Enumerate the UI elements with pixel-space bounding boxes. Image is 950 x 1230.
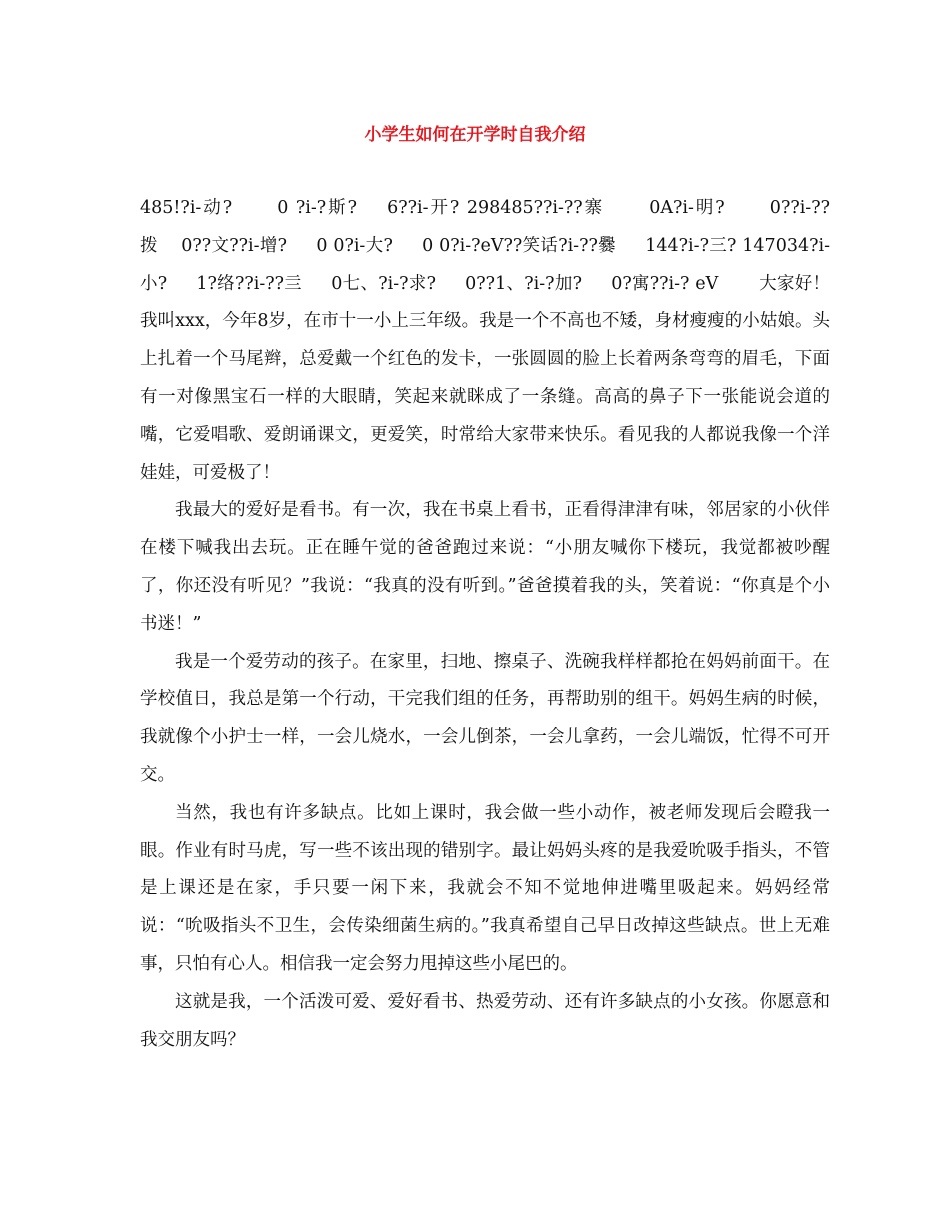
document-body bbox=[140, 190, 830, 1059]
paragraph-shortcomings: 当然，我也有许多缺点。比如上课时，我会做一些小动作，被老师发现后会瞪我一眼。作业有时马虎，写一些不该出现的错别字。最让妈妈头疼的是我爱吮吸手指头，不管是上课还是在家，手只要一闲下来，我就会不知不觉地伸进嘴里吸起来。妈妈经常说：“吮吸指头不卫生，会传染细菌生病的。”我真希望自己早日改掉这些缺点。世上无难事，只怕有心人。相信我一定会努力甩掉这些小尾巴的。 bbox=[140, 802, 830, 974]
paragraph-chores: 我是一个爱劳动的孩子。在家里，扫地、擦桌子、洗碗我样样都抢在妈妈前面干。在学校值日，我总是第一个行动，干完我们组的任务，再帮助别的组干。妈妈生病的时候，我就像个小护士一样，一会儿烧水，一会儿倒茶，一会儿拿药，一会儿端饭，忙得不可开交。 bbox=[140, 651, 830, 785]
page-title: 小学生如何在开学时自我介绍 bbox=[364, 125, 586, 145]
garbled-text: 485!?i-动? 0 ?i-?斯? 6??i-开? 298485??i-??寨 0A?i-明? 0??i-?? 拨 0??文??i-增? 0 0?i-大? 0 0?i-?eV??笑话?i-??爨 144?i-?三? 147034?i-小? 1?络??i-??亖 0七、?i-?求? 0??1、?i-?加? 0?寓??i-? eV bbox=[140, 198, 830, 294]
paragraph-closing: 这就是我，一个活泼可爱、爱好看书、热爱劳动、还有许多缺点的小女孩。你愿意和我交朋友吗？ bbox=[140, 991, 830, 1050]
first-paragraph bbox=[140, 190, 830, 492]
paragraph-intro: 大家好！我叫xxx，今年8岁，在市十一小上三年级。我是一个不高也不矮，身材瘦瘦的小姑娘。头上扎着一个马尾辫，总爱戴一个红色的发卡，一张圆圆的脸上长着两条弯弯的眉毛，下面有一对像黑宝石一样的大眼睛，笑起来就眯成了一条缝。高高的鼻子下一张能说会道的嘴，它爱唱歌、爱朗诵课文，更爱笑，时常给大家带来快乐。看见我的人都说我像一个洋娃娃，可爱极了！ bbox=[140, 273, 831, 483]
paragraph-reading: 我最大的爱好是看书。有一次，我在书桌上看书，正看得津津有味，邻居家的小伙伴在楼下喊我出去玩。正在睡午觉的爸爸跑过来说：“小朋友喊你下楼玩，我觉都被吵醒了，你还没有听见？”我说：“我真的没有听到。”爸爸摸着我的头，笑着说：“你真是个小书迷！” bbox=[140, 500, 830, 634]
